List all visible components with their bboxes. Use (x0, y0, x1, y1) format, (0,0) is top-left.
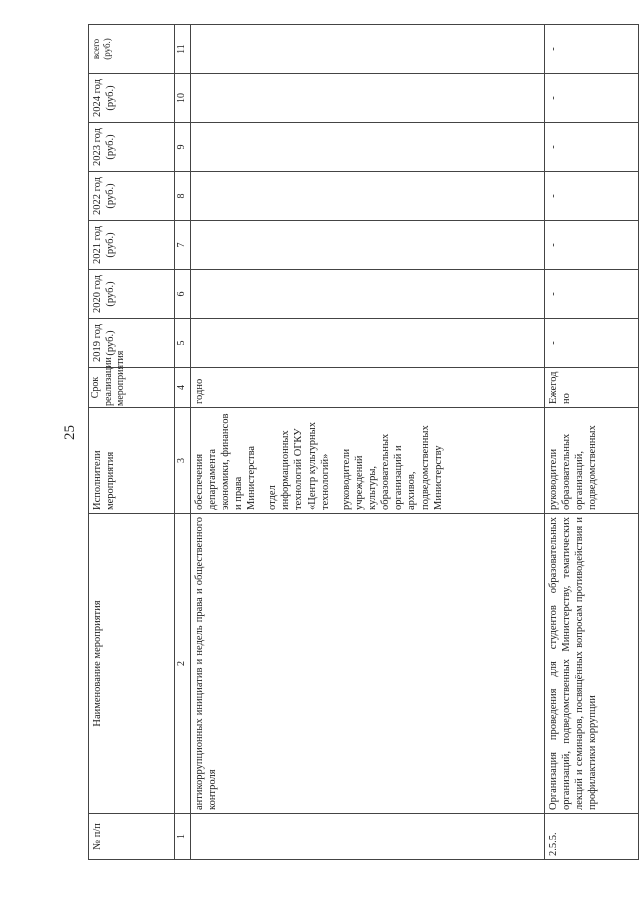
header-2021: 2021 год (руб.) (89, 221, 175, 270)
col-number: 10 (175, 74, 191, 123)
column-number-row (175, 25, 191, 860)
executor-block: обеспечения департамента экономики, финансов и права Министерства (193, 413, 257, 510)
col-number: 9 (175, 123, 191, 172)
row-2024: - (544, 74, 638, 123)
table-row (544, 25, 638, 860)
row-2020 (190, 270, 544, 319)
header-2022: 2022 год (руб.) (89, 172, 175, 221)
table-row (190, 25, 544, 860)
page-number: 25 (62, 425, 78, 440)
header-total: всего (руб.) (89, 25, 175, 74)
col-number: 1 (175, 814, 191, 860)
row-num: 2.5.5. (544, 814, 638, 860)
col-number: 7 (175, 221, 191, 270)
col-number: 3 (175, 408, 191, 514)
header-num: № п/п (89, 814, 175, 860)
rotated-table-container (88, 25, 636, 860)
executor-block: руководители учреждений культуры, образовательных организаций и архивов, подведомственных Министерству (340, 425, 444, 510)
header-2024: 2024 год (руб.) (89, 74, 175, 123)
row-total: - (544, 25, 638, 74)
row-2019: - (544, 319, 638, 368)
row-name: Организация проведения для студентов образовательных организаций, подведомственных Министерству, тематических лекций и семинаров, посвящённых вопросам противодействия и профилактики коррупции (544, 514, 638, 814)
header-2023: 2023 год (руб.) (89, 123, 175, 172)
header-2020: 2020 год (руб.) (89, 270, 175, 319)
row-executor (190, 408, 544, 514)
col-number: 8 (175, 172, 191, 221)
col-number: 2 (175, 514, 191, 814)
col-number: 6 (175, 270, 191, 319)
row-2023: - (544, 123, 638, 172)
col-number: 11 (175, 25, 191, 74)
col-number: 4 (175, 368, 191, 408)
header-term: Срок реализации мероприятия (89, 368, 175, 408)
row-num (190, 814, 544, 860)
header-executor: Исполнители мероприятия (89, 408, 175, 514)
row-2022 (190, 172, 544, 221)
row-executor: руководители образовательных организаций, подведомственных (544, 408, 638, 514)
row-2020: - (544, 270, 638, 319)
executor-block: отдел информационных технологий ОГКУ «Центр культурных технологий» (267, 422, 331, 510)
header-name: Наименование мероприятия (89, 514, 175, 814)
header-2019: 2019 год (руб.) (89, 319, 175, 368)
header-row (89, 25, 175, 860)
row-term: Ежегодно (544, 368, 638, 408)
col-number: 5 (175, 319, 191, 368)
measures-table (88, 24, 639, 860)
row-2024 (190, 74, 544, 123)
row-2021: - (544, 221, 638, 270)
row-2021 (190, 221, 544, 270)
row-2019 (190, 319, 544, 368)
row-2022: - (544, 172, 638, 221)
row-total (190, 25, 544, 74)
row-name: антикоррупционных инициатив и недель права и общественного контроля (190, 514, 544, 814)
row-2023 (190, 123, 544, 172)
row-term: годно (190, 368, 544, 408)
